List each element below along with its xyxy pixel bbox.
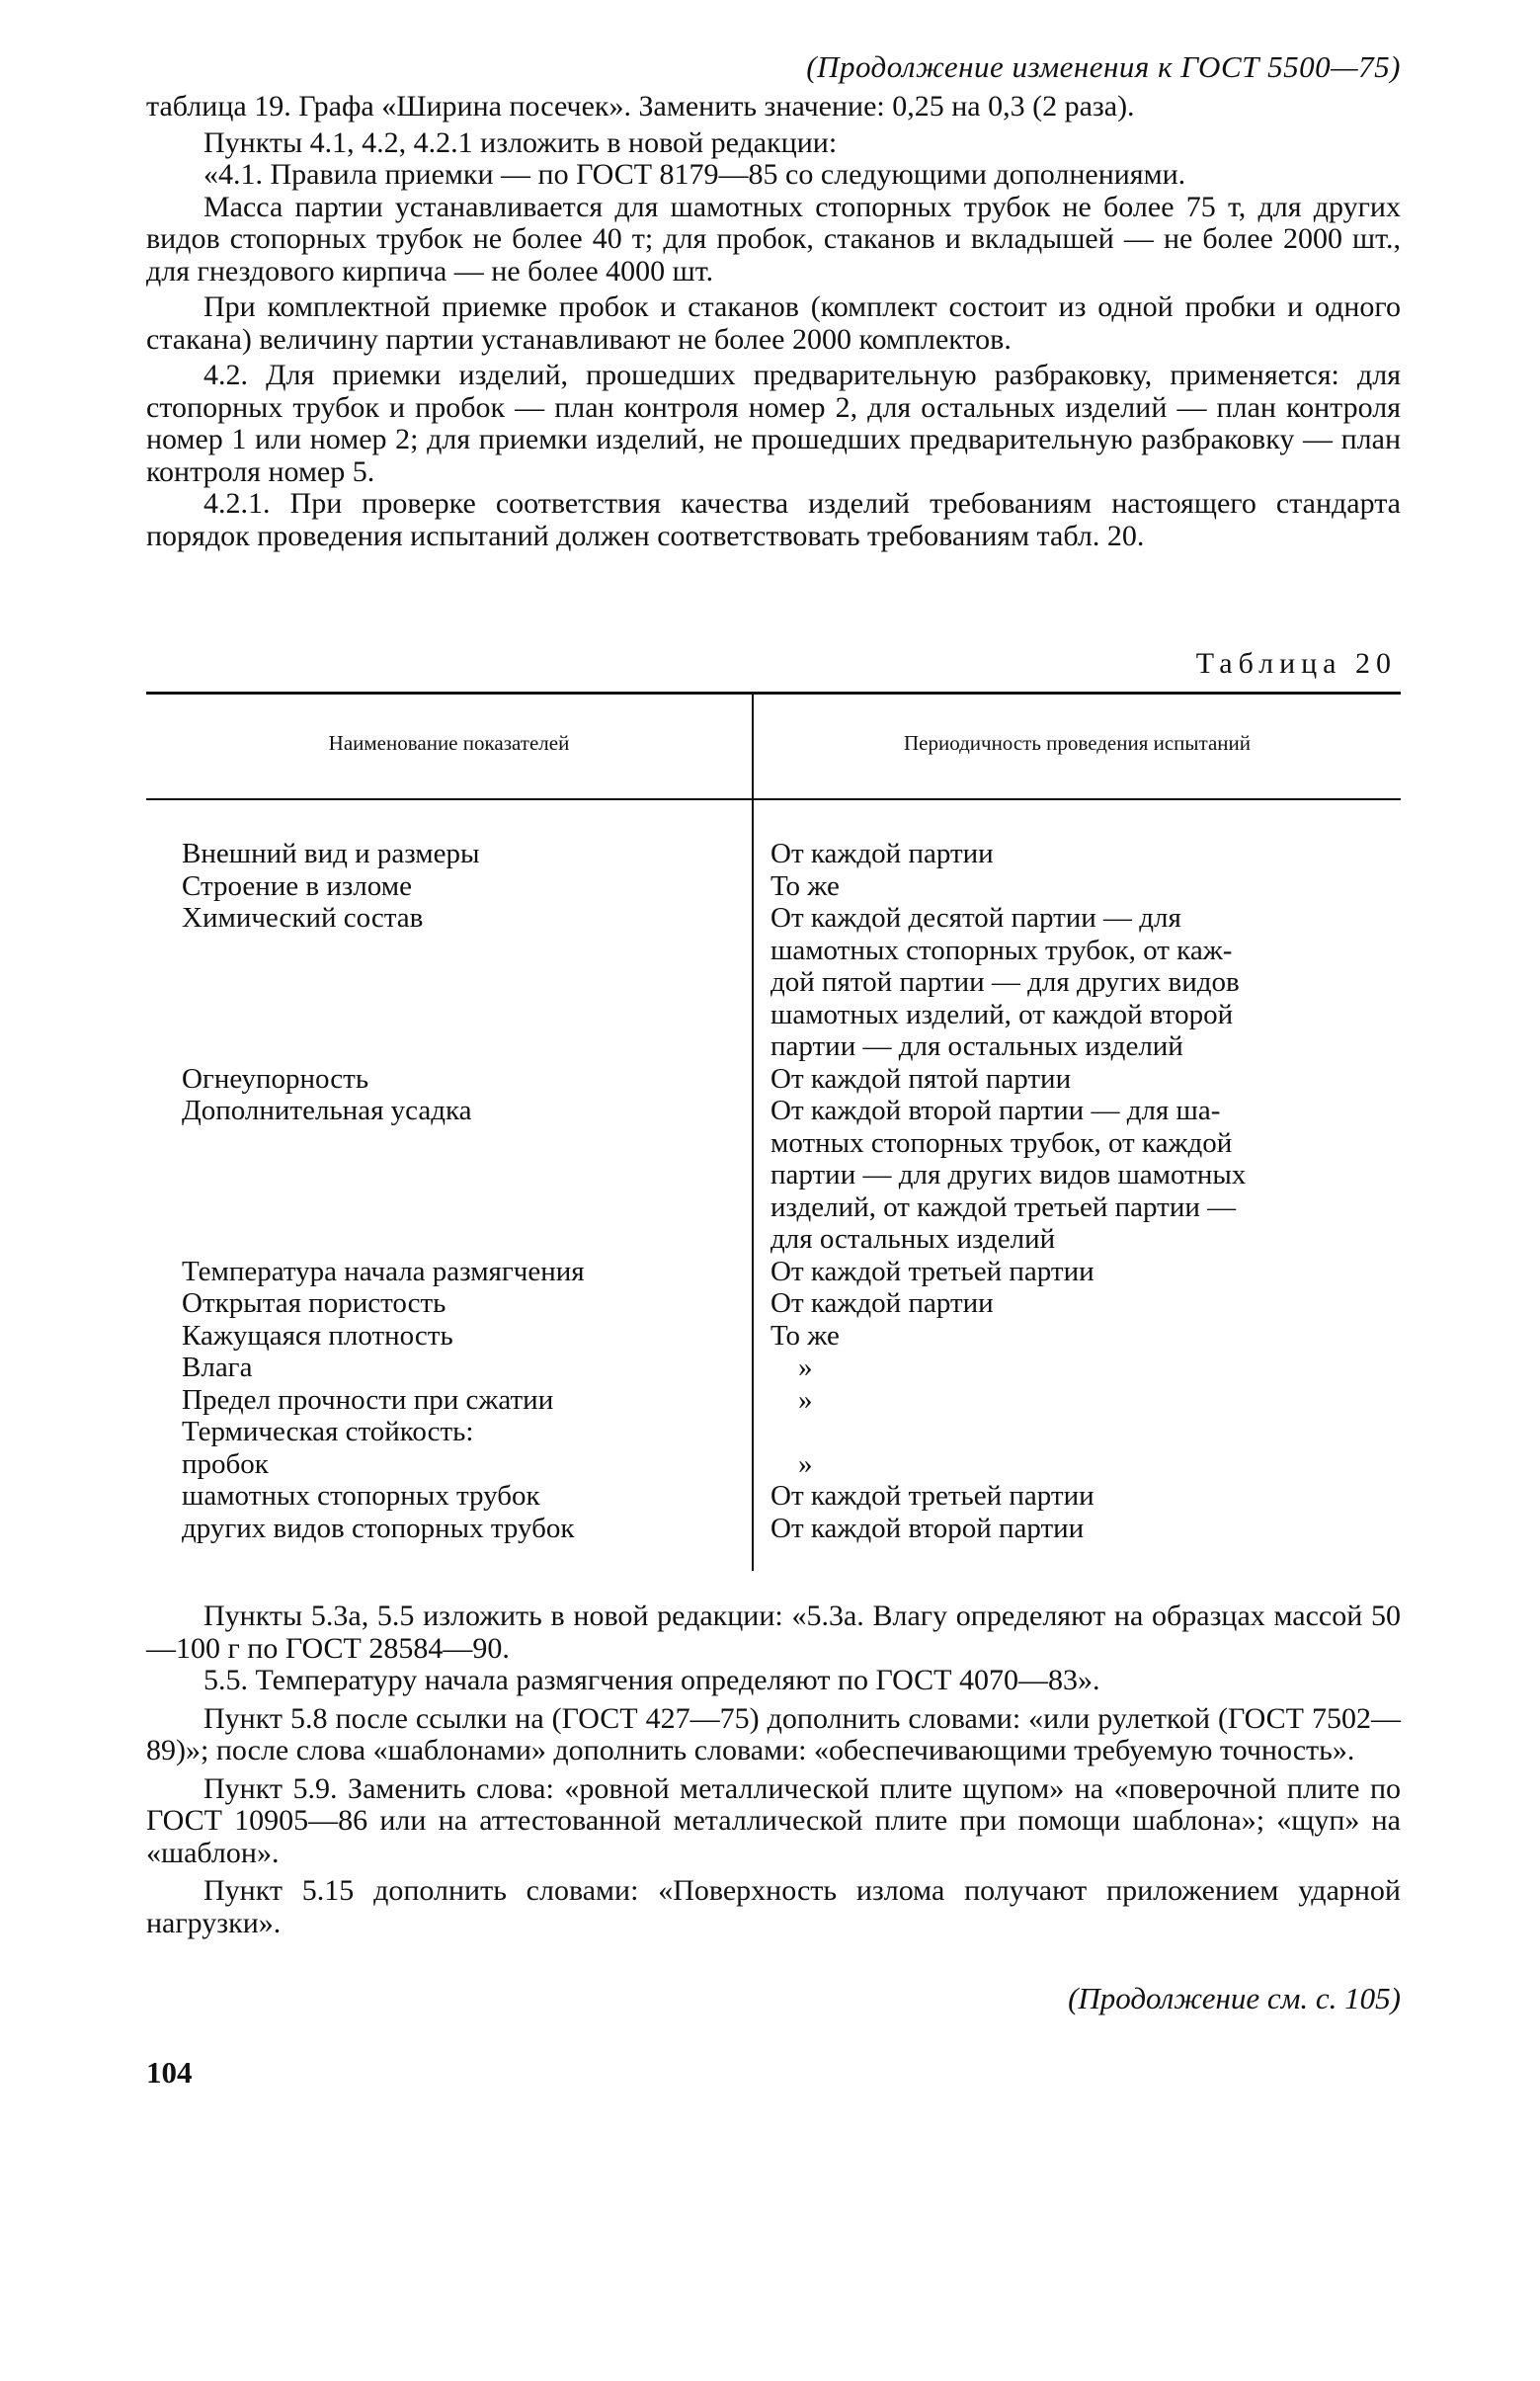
periodicity-cell-line: шамотных стопорных трубок, от каж- — [770, 934, 1233, 966]
periodicity-cell-line: От каждой десятой партии — для — [770, 902, 1181, 934]
table-top-rule — [146, 692, 1401, 695]
indicator-cell-line: пробок — [182, 1447, 269, 1480]
paragraph: 4.2.1. При проверке соответствия качества изделий требованиям настоящего стандарта порядок проведения испытаний должен соответствовать требованиям табл. 20. — [146, 487, 1401, 552]
periodicity-cell-line: То же — [770, 869, 840, 902]
indicator-cell-line: шамотных стопорных трубок — [182, 1480, 540, 1512]
periodicity-cell-line: От каждой пятой партии — [770, 1062, 1072, 1095]
column-header-indicators: Наименование показателей — [328, 731, 570, 755]
periodicity-cell-line: изделий, от каждой третьей партии — — [770, 1190, 1237, 1223]
indicator-cell-line: Температура начала размягчения — [182, 1255, 585, 1287]
main-text — [146, 91, 1401, 552]
periodicity-cell-line: От каждой второй партии — для ша- — [770, 1095, 1221, 1126]
indicator-cell-line — [182, 1223, 735, 1256]
indicator-cell-line: Химический состав — [182, 902, 424, 934]
periodicity-cell-line: » — [798, 1383, 813, 1416]
indicator-cell-line: Дополнительная усадка — [182, 1095, 472, 1126]
table-caption: Таблица 20 — [1195, 647, 1397, 680]
periodicity-cell-line: От каждой партии — [770, 1287, 994, 1319]
periodicity-cell-line: шамотных изделий, от каждой второй — [770, 998, 1234, 1030]
periodicity-cell-line: партии — для других видов шамотных — [770, 1159, 1247, 1190]
indicator-cell-line — [182, 1159, 735, 1191]
periodicity-cell-line: От каждой третьей партии — [770, 1480, 1094, 1512]
paragraph: «4.1. Правила приемки — по ГОСТ 8179—85 со следующими дополнениями. — [203, 158, 1186, 191]
paragraph: При комплектной приемке пробок и стаканов (комплект состоит из одной пробки и одного стакана) величину партии устанавливают не более 2000 комплектов. — [146, 290, 1401, 356]
indicator-cell-line: Огнеупорность — [182, 1062, 369, 1095]
periodicity-cell-line: дой пятой партии — для других видов — [770, 966, 1240, 998]
indicator-cell-line: Кажущаяся плотность — [182, 1319, 453, 1352]
page-number: 104 — [146, 2055, 193, 2090]
table-column-divider — [752, 692, 754, 1571]
periodicity-cell-line: От каждой третьей партии — [770, 1255, 1094, 1287]
indicator-cell-line — [182, 1191, 735, 1224]
indicator-cell-line: Термическая стойкость: — [182, 1416, 474, 1447]
periodicity-cell-line: » — [798, 1447, 813, 1480]
indicator-cell-line: Открытая пористость — [182, 1287, 446, 1319]
running-header: (Продолжение изменения к ГОСТ 5500—75) — [806, 49, 1401, 84]
amendments-text — [146, 1601, 1401, 1939]
periodicity-cell-line: От каждой второй партии — [770, 1512, 1085, 1544]
indicator-cell-line: Предел прочности при сжатии — [182, 1383, 554, 1416]
paragraph: Пункты 5.3а, 5.5 изложить в новой редакции: «5.3а. Влагу определяют на образцах массой 50—100 г по ГОСТ 28584—90. — [146, 1600, 1401, 1665]
periodicity-cell-line — [770, 1416, 1401, 1448]
periodicity-cell-line: От каждой партии — [770, 838, 994, 869]
continuation-note: (Продолжение см. с. 105) — [1068, 1981, 1401, 2015]
periodicity-cell-line: То же — [770, 1319, 840, 1352]
paragraph: Пункт 5.9. Заменить слова: «ровной металлической плите щупом» на «поверочной плите по ГОСТ 10905—86 или на аттестованной металлической плите при помощи шаблона»; «щуп» на «шаблон». — [146, 1771, 1401, 1869]
periodicity-cell-line: мотных стопорных трубок, от каждой — [770, 1126, 1233, 1159]
indicator-cell-line: других видов стопорных трубок — [182, 1512, 575, 1544]
indicator-cell-line — [182, 1127, 735, 1160]
periodicity-cell-line: партии — для остальных изделий — [770, 1030, 1183, 1062]
indicator-cell-line: Строение в изломе — [182, 869, 412, 902]
paragraph: Пункт 5.8 после ссылки на (ГОСТ 427—75) дополнить словами: «или рулеткой (ГОСТ 7502—89)»; после слова «шаблонами» дополнить словами: «обеспечивающими требуемую точность». — [146, 1701, 1401, 1766]
table-header-rule — [146, 798, 1401, 800]
paragraph: 5.5. Температуру начала размягчения определяют по ГОСТ 4070—83». — [203, 1664, 1100, 1696]
column-header-periodicity: Периодичность проведения испытаний — [903, 731, 1252, 755]
indicator-cell-line — [182, 935, 735, 967]
indicator-cell-line: Внешний вид и размеры — [182, 838, 480, 869]
periodicity-column — [770, 838, 1401, 1544]
test-frequency-table — [146, 692, 1401, 1571]
paragraph: Масса партии устанавливается для шамотных стопорных трубок не более 75 т, для других видов стопорных трубок не более 40 т; для пробок, стаканов и вкладышей — не более 2000 шт., для гнездового кирпича — не более 4000 шт. — [146, 190, 1401, 287]
paragraph: Пункт 5.15 дополнить словами: «Поверхность излома получают приложением ударной нагрузки». — [146, 1874, 1401, 1939]
indicator-column — [182, 838, 735, 1544]
indicator-cell-line: Влага — [182, 1352, 253, 1383]
paragraph: 4.2. Для приемки изделий, прошедших предварительную разбраковку, применяется: для стопорных трубок и пробок — план контроля номер 2, для остальных изделий — план контроля номер 1 или номер 2; для приемки изделий, не прошедших предварительную разбраковку — план контроля номер 5. — [146, 359, 1401, 488]
indicator-cell-line — [182, 1030, 735, 1063]
indicator-cell-line — [182, 999, 735, 1031]
periodicity-cell-line: для остальных изделий — [770, 1223, 1056, 1255]
indicator-cell-line — [182, 966, 735, 999]
paragraph: Пункты 4.1, 4.2, 4.2.1 изложить в новой редакции: — [203, 125, 838, 159]
paragraph: таблица 19. Графа «Ширина посечек». Заменить значение: 0,25 на 0,3 (2 раза). — [146, 90, 1135, 123]
periodicity-cell-line: » — [798, 1352, 813, 1383]
